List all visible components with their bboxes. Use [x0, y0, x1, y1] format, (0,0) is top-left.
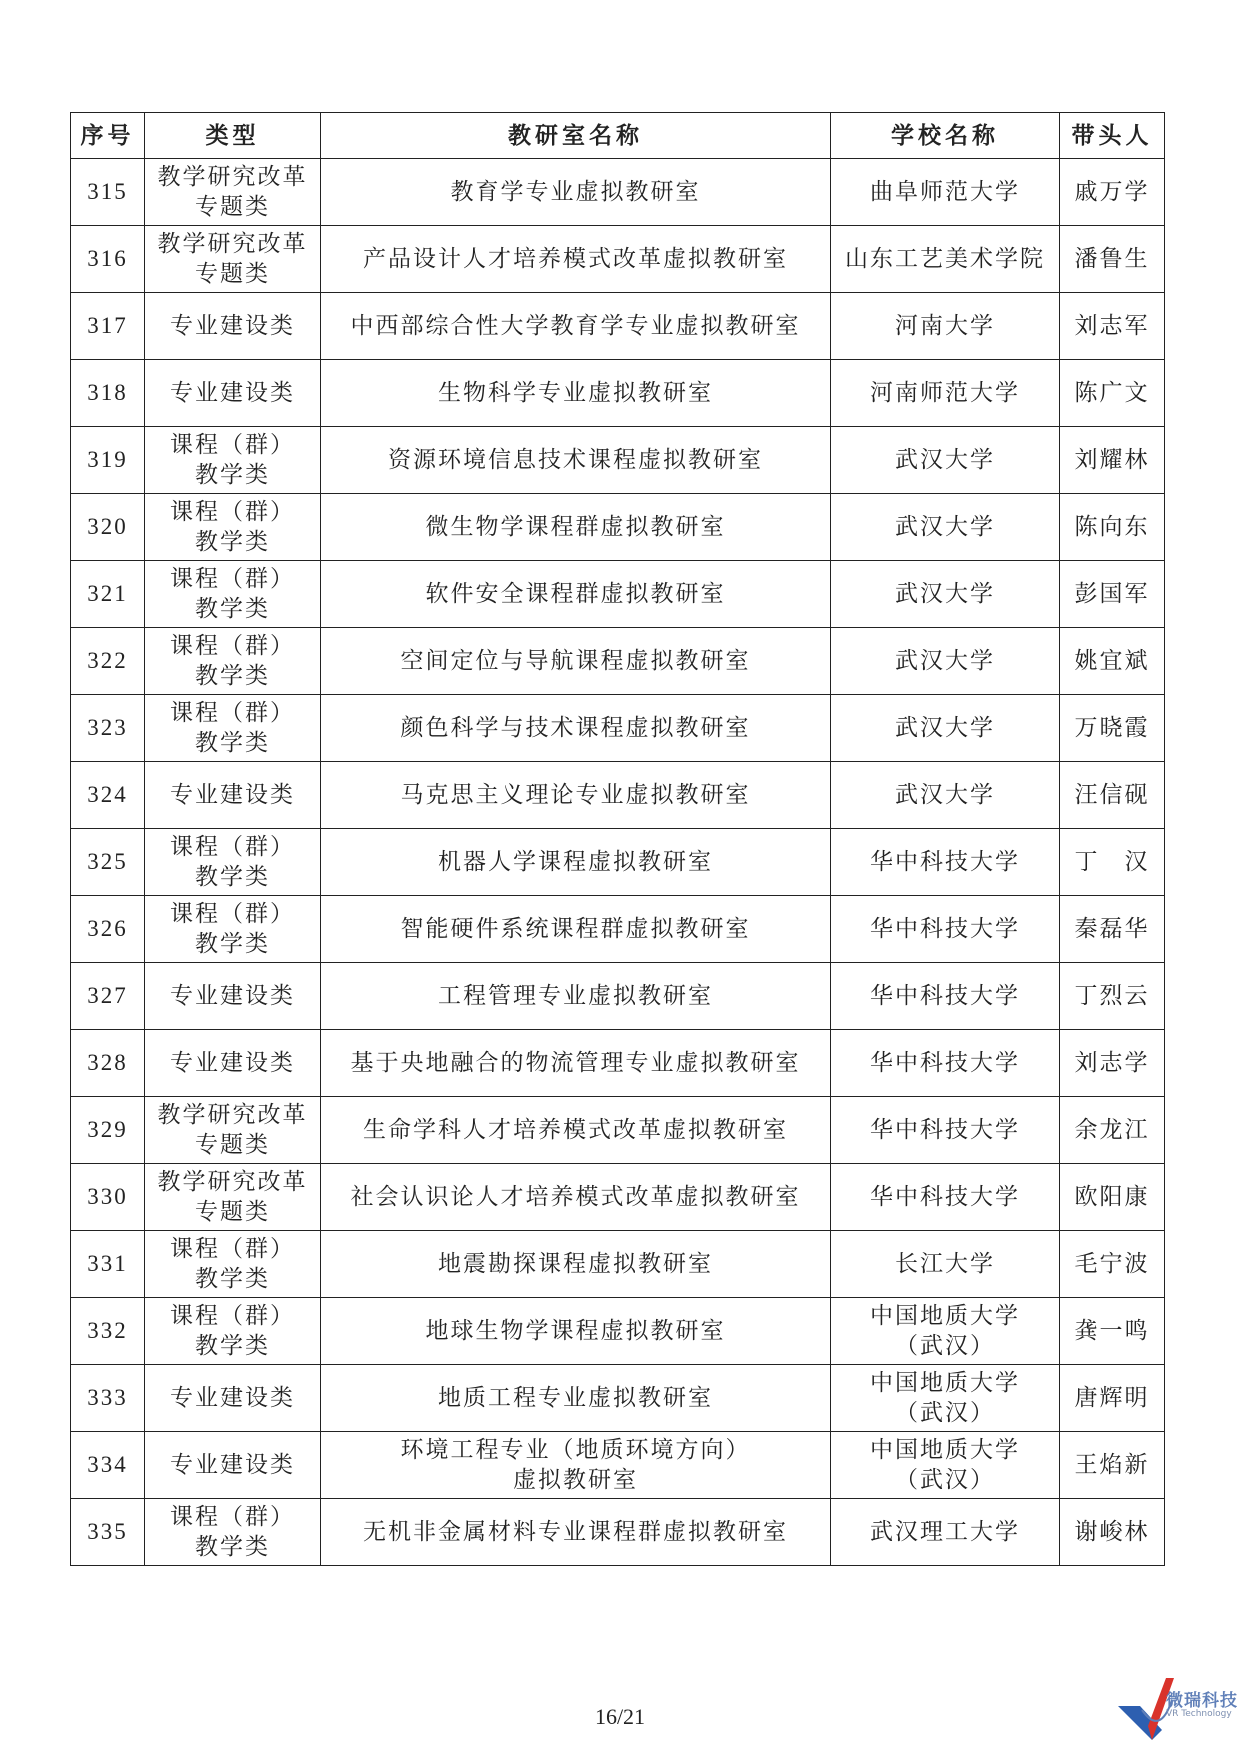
- table-row: [71, 494, 1165, 561]
- table-row: [71, 1164, 1165, 1231]
- table-row: [71, 1231, 1165, 1298]
- cell-lab-name: [321, 695, 831, 762]
- cell-school-line: 武汉大学: [895, 782, 995, 808]
- cell-type-line: 教学类: [195, 730, 270, 756]
- cell-school: [831, 427, 1060, 494]
- cell-school-line: 曲阜师范大学: [870, 179, 1020, 205]
- cell-lab-name-line: 社会认识论人才培养模式改革虚拟教研室: [350, 1184, 801, 1210]
- cell-type: [145, 896, 321, 963]
- cell-type: [145, 1030, 321, 1097]
- cell-type-line: 教学类: [195, 1534, 270, 1560]
- lab-list-table: [70, 112, 1165, 1566]
- cell-no: 316: [71, 226, 145, 293]
- cell-school: [831, 896, 1060, 963]
- cell-type: [145, 494, 321, 561]
- cell-lab-name-line: 生物科学专业虚拟教研室: [438, 380, 713, 406]
- cell-type-line: 专题类: [195, 1132, 270, 1158]
- cell-type: [145, 695, 321, 762]
- cell-school: [831, 695, 1060, 762]
- table-row: [71, 1097, 1165, 1164]
- cell-type: [145, 1097, 321, 1164]
- cell-school-line: 华中科技大学: [870, 1184, 1020, 1210]
- cell-no: 334: [71, 1432, 145, 1499]
- cell-school: [831, 1164, 1060, 1231]
- cell-no: 318: [71, 360, 145, 427]
- cell-type-line: 课程（群）: [170, 834, 295, 860]
- cell-school: [831, 829, 1060, 896]
- cell-type-line: 专业建设类: [170, 1385, 295, 1411]
- cell-type-line: 课程（群）: [170, 901, 295, 927]
- cell-school-line: 武汉大学: [895, 447, 995, 473]
- cell-school-line: 山东工艺美术学院: [845, 246, 1045, 272]
- cell-leader: 陈广文: [1060, 360, 1165, 427]
- cell-leader: 刘志军: [1060, 293, 1165, 360]
- cell-lab-name-line: 无机非金属材料专业课程群虚拟教研室: [363, 1519, 788, 1545]
- cell-school-line: （武汉）: [895, 1400, 995, 1426]
- cell-type-line: 专业建设类: [170, 1452, 295, 1478]
- cell-no: 322: [71, 628, 145, 695]
- cell-lab-name: [321, 1499, 831, 1566]
- cell-type-line: 教学研究改革: [157, 164, 308, 190]
- cell-school: [831, 293, 1060, 360]
- cell-school-line: 武汉大学: [895, 581, 995, 607]
- table-row: [71, 762, 1165, 829]
- cell-school-line: 武汉大学: [895, 648, 995, 674]
- cell-no: 333: [71, 1365, 145, 1432]
- cell-lab-name: [321, 427, 831, 494]
- cell-school: [831, 1365, 1060, 1432]
- table-row: [71, 1432, 1165, 1499]
- cell-leader: 陈向东: [1060, 494, 1165, 561]
- cell-school-line: 河南师范大学: [870, 380, 1020, 406]
- header-type: 类型: [145, 113, 321, 159]
- cell-lab-name: [321, 829, 831, 896]
- page-number: 16/21: [594, 1704, 646, 1729]
- cell-leader: 欧阳康: [1060, 1164, 1165, 1231]
- cell-type-line: 教学类: [195, 1266, 270, 1292]
- cell-school-line: 华中科技大学: [870, 916, 1020, 942]
- cell-type-line: 专业建设类: [170, 983, 295, 1009]
- cell-lab-name-line: 地质工程专业虚拟教研室: [438, 1385, 713, 1411]
- logo-subtext: VR Technology: [1166, 1709, 1232, 1719]
- table-row: [71, 1365, 1165, 1432]
- cell-lab-name-line: 基于央地融合的物流管理专业虚拟教研室: [350, 1050, 801, 1076]
- cell-type: [145, 628, 321, 695]
- cell-type-line: 教学类: [195, 663, 270, 689]
- cell-no: 323: [71, 695, 145, 762]
- cell-lab-name-line: 软件安全课程群虚拟教研室: [425, 581, 726, 607]
- table-row: [71, 628, 1165, 695]
- cell-lab-name-line: 虚拟教研室: [513, 1467, 638, 1493]
- table-row: [71, 226, 1165, 293]
- cell-lab-name: [321, 1231, 831, 1298]
- cell-lab-name-line: 中西部综合性大学教育学专业虚拟教研室: [350, 313, 801, 339]
- table-row: [71, 1030, 1165, 1097]
- cell-school-line: 华中科技大学: [870, 1117, 1020, 1143]
- cell-school-line: 华中科技大学: [870, 983, 1020, 1009]
- table-row: [71, 293, 1165, 360]
- cell-lab-name-line: 资源环境信息技术课程虚拟教研室: [388, 447, 763, 473]
- cell-no: 327: [71, 963, 145, 1030]
- cell-lab-name-line: 环境工程专业（地质环境方向）: [400, 1437, 751, 1463]
- cell-lab-name-line: 马克思主义理论专业虚拟教研室: [400, 782, 751, 808]
- cell-no: 328: [71, 1030, 145, 1097]
- cell-type-line: 课程（群）: [170, 633, 295, 659]
- cell-no: 329: [71, 1097, 145, 1164]
- cell-type-line: 教学研究改革: [157, 1169, 308, 1195]
- cell-school: [831, 963, 1060, 1030]
- cell-type-line: 课程（群）: [170, 432, 295, 458]
- table-row: [71, 427, 1165, 494]
- cell-school-line: （武汉）: [895, 1333, 995, 1359]
- cell-lab-name: [321, 226, 831, 293]
- cell-leader: 丁 汉: [1060, 829, 1165, 896]
- cell-type: [145, 427, 321, 494]
- cell-no: 335: [71, 1499, 145, 1566]
- cell-lab-name-line: 机器人学课程虚拟教研室: [438, 849, 713, 875]
- cell-lab-name-line: 教育学专业虚拟教研室: [450, 179, 701, 205]
- cell-leader: 谢峻林: [1060, 1499, 1165, 1566]
- cell-lab-name-line: 地震勘探课程虚拟教研室: [438, 1251, 713, 1277]
- table-row: [71, 829, 1165, 896]
- cell-type-line: 专业建设类: [170, 1050, 295, 1076]
- cell-leader: 彭国军: [1060, 561, 1165, 628]
- cell-no: 330: [71, 1164, 145, 1231]
- cell-lab-name: [321, 1097, 831, 1164]
- cell-no: 321: [71, 561, 145, 628]
- cell-type-line: 课程（群）: [170, 1303, 295, 1329]
- cell-type: [145, 360, 321, 427]
- cell-leader: 汪信砚: [1060, 762, 1165, 829]
- cell-lab-name-line: 地球生物学课程虚拟教研室: [425, 1318, 726, 1344]
- cell-type: [145, 1298, 321, 1365]
- cell-leader: 姚宜斌: [1060, 628, 1165, 695]
- cell-school: [831, 1097, 1060, 1164]
- cell-type-line: 专题类: [195, 261, 270, 287]
- cell-leader: 秦磊华: [1060, 896, 1165, 963]
- cell-lab-name: [321, 360, 831, 427]
- cell-type: [145, 1432, 321, 1499]
- cell-type-line: 专业建设类: [170, 380, 295, 406]
- header-no: 序号: [71, 113, 145, 159]
- cell-school: [831, 628, 1060, 695]
- cell-type-line: 课程（群）: [170, 1236, 295, 1262]
- cell-school-line: 武汉大学: [895, 514, 995, 540]
- cell-lab-name-line: 微生物学课程群虚拟教研室: [425, 514, 726, 540]
- cell-school-line: 中国地质大学: [870, 1437, 1020, 1463]
- cell-leader: 刘志学: [1060, 1030, 1165, 1097]
- cell-school: [831, 1499, 1060, 1566]
- cell-type: [145, 1231, 321, 1298]
- cell-school: [831, 226, 1060, 293]
- cell-type-line: 教学类: [195, 864, 270, 890]
- cell-type-line: 课程（群）: [170, 700, 295, 726]
- cell-type-line: 教学类: [195, 529, 270, 555]
- cell-school: [831, 159, 1060, 226]
- cell-no: 332: [71, 1298, 145, 1365]
- cell-school: [831, 561, 1060, 628]
- cell-school: [831, 360, 1060, 427]
- header-lab-name: 教研室名称: [321, 113, 831, 159]
- cell-type-line: 教学类: [195, 931, 270, 957]
- cell-leader: 潘鲁生: [1060, 226, 1165, 293]
- cell-type: [145, 1365, 321, 1432]
- cell-lab-name: [321, 494, 831, 561]
- cell-no: 331: [71, 1231, 145, 1298]
- cell-type-line: 课程（群）: [170, 1504, 295, 1530]
- cell-school-line: 武汉理工大学: [870, 1519, 1020, 1545]
- cell-type-line: 课程（群）: [170, 566, 295, 592]
- cell-leader: 戚万学: [1060, 159, 1165, 226]
- cell-school-line: 长江大学: [895, 1251, 995, 1277]
- cell-school: [831, 1432, 1060, 1499]
- cell-type: [145, 829, 321, 896]
- cell-leader: 龚一鸣: [1060, 1298, 1165, 1365]
- cell-no: 317: [71, 293, 145, 360]
- cell-school-line: 中国地质大学: [870, 1303, 1020, 1329]
- table-body: [71, 159, 1165, 1566]
- cell-type-line: 教学类: [195, 462, 270, 488]
- table-row: [71, 963, 1165, 1030]
- logo-text: 微瑞科技: [1166, 1691, 1238, 1711]
- cell-type-line: 专题类: [195, 194, 270, 220]
- cell-type: [145, 1164, 321, 1231]
- cell-lab-name-line: 工程管理专业虚拟教研室: [438, 983, 713, 1009]
- table-row: [71, 561, 1165, 628]
- cell-school-line: 华中科技大学: [870, 1050, 1020, 1076]
- header-leader: 带头人: [1060, 113, 1165, 159]
- cell-lab-name: [321, 1432, 831, 1499]
- cell-leader: 王焰新: [1060, 1432, 1165, 1499]
- cell-lab-name: [321, 1164, 831, 1231]
- cell-type: [145, 762, 321, 829]
- cell-lab-name: [321, 561, 831, 628]
- cell-lab-name: [321, 1365, 831, 1432]
- cell-no: 324: [71, 762, 145, 829]
- cell-leader: 毛宁波: [1060, 1231, 1165, 1298]
- cell-type-line: 专业建设类: [170, 782, 295, 808]
- cell-lab-name: [321, 762, 831, 829]
- cell-leader: 余龙江: [1060, 1097, 1165, 1164]
- cell-no: 326: [71, 896, 145, 963]
- table-row: [71, 159, 1165, 226]
- cell-lab-name: [321, 159, 831, 226]
- cell-type-line: 课程（群）: [170, 499, 295, 525]
- cell-lab-name-line: 颜色科学与技术课程虚拟教研室: [400, 715, 751, 741]
- cell-type-line: 教学类: [195, 596, 270, 622]
- cell-type-line: 教学研究改革: [157, 1102, 308, 1128]
- cell-type: [145, 159, 321, 226]
- cell-lab-name: [321, 293, 831, 360]
- cell-no: 319: [71, 427, 145, 494]
- cell-school-line: 河南大学: [895, 313, 995, 339]
- cell-type: [145, 226, 321, 293]
- cell-lab-name-line: 生命学科人才培养模式改革虚拟教研室: [363, 1117, 788, 1143]
- cell-type: [145, 1499, 321, 1566]
- cell-school-line: 武汉大学: [895, 715, 995, 741]
- cell-school-line: 中国地质大学: [870, 1370, 1020, 1396]
- cell-school: [831, 1030, 1060, 1097]
- table-row: [71, 360, 1165, 427]
- cell-school: [831, 1298, 1060, 1365]
- cell-leader: 刘耀林: [1060, 427, 1165, 494]
- table-row: [71, 695, 1165, 762]
- header-school: 学校名称: [831, 113, 1060, 159]
- cell-lab-name-line: 空间定位与导航课程虚拟教研室: [400, 648, 751, 674]
- cell-no: 315: [71, 159, 145, 226]
- cell-leader: 万晓霞: [1060, 695, 1165, 762]
- cell-leader: 丁烈云: [1060, 963, 1165, 1030]
- cell-type: [145, 293, 321, 360]
- table-row: [71, 1298, 1165, 1365]
- cell-school: [831, 762, 1060, 829]
- cell-lab-name: [321, 896, 831, 963]
- cell-type: [145, 963, 321, 1030]
- cell-lab-name-line: 智能硬件系统课程群虚拟教研室: [400, 916, 751, 942]
- cell-lab-name-line: 产品设计人才培养模式改革虚拟教研室: [363, 246, 788, 272]
- cell-type-line: 专题类: [195, 1199, 270, 1225]
- table-row: [71, 1499, 1165, 1566]
- cell-type-line: 教学类: [195, 1333, 270, 1359]
- cell-lab-name: [321, 628, 831, 695]
- cell-school: [831, 1231, 1060, 1298]
- cell-no: 320: [71, 494, 145, 561]
- cell-leader: 唐辉明: [1060, 1365, 1165, 1432]
- cell-school-line: （武汉）: [895, 1467, 995, 1493]
- cell-type-line: 专业建设类: [170, 313, 295, 339]
- cell-lab-name: [321, 963, 831, 1030]
- cell-lab-name: [321, 1030, 831, 1097]
- table-header-row: [71, 113, 1165, 159]
- cell-type: [145, 561, 321, 628]
- cell-type-line: 教学研究改革: [157, 231, 308, 257]
- cell-school-line: 华中科技大学: [870, 849, 1020, 875]
- cell-school: [831, 494, 1060, 561]
- table-row: [71, 896, 1165, 963]
- cell-no: 325: [71, 829, 145, 896]
- cell-lab-name: [321, 1298, 831, 1365]
